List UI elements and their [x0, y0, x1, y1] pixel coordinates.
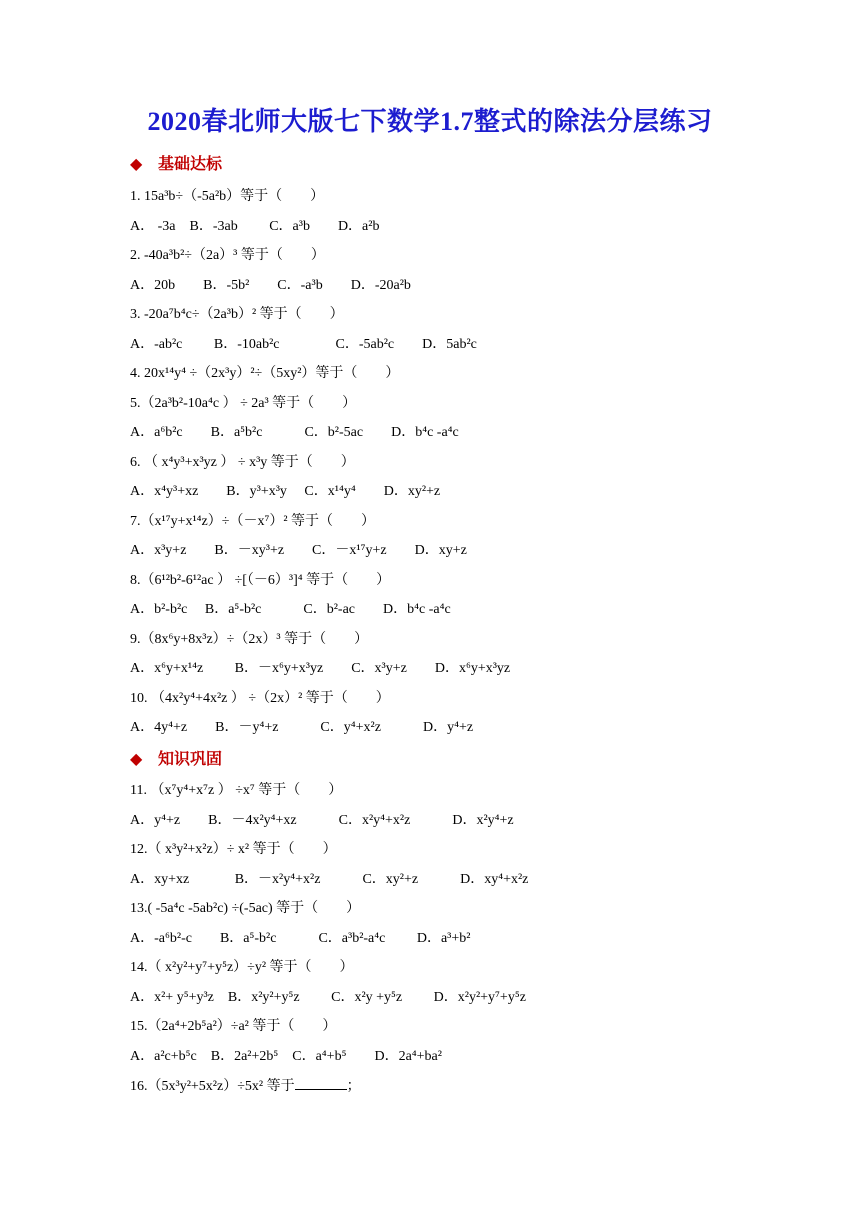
section-heading-consolidate — [130, 748, 222, 772]
options-2: A．20b B．-5b² C．-a³b D．-20a²b — [130, 278, 411, 293]
question-8: 8.（6¹²b²-6¹²ac ） ÷[（－6）³]⁴ 等于（ ） — [130, 573, 391, 588]
diamond-bullet-icon: ◆ — [130, 156, 143, 173]
options-1: A． -3a B．-3ab C．a³b D．a²b — [130, 219, 380, 234]
question-1: 1. 15a³b÷（-5a²b）等于（ ） — [130, 189, 325, 204]
question-14: 14.（ x²y²+y⁷+y⁵z）÷y² 等于（ ） — [130, 960, 354, 975]
question-7: 7.（x¹⁷y+x¹⁴z）÷（－x⁷）² 等于（ ） — [130, 514, 376, 529]
section-title: 基础达标 — [158, 156, 223, 173]
question-13: 13.( -5a⁴c -5ab²c) ÷(-5ac) 等于（ ） — [130, 901, 361, 916]
options-14: A．x²+ y⁵+y³z B．x²y²+y⁵z C．x²y +y⁵z D．x²y²+y⁷+y⁵z — [130, 990, 526, 1005]
options-12: A．xy+xz B．－x²y⁴+x²z C．xy²+z D．xy⁴+x²z — [130, 872, 529, 887]
options-7: A．x³y+z B．－xy³+z C．－x¹⁷y+z D．xy+z — [130, 543, 467, 558]
question-10: 10. （4x²y⁴+4x²z ） ÷（2x）² 等于（ ） — [130, 691, 390, 706]
options-10: A．4y⁴+z B．－y⁴+z C．y⁴+x²z D．y⁴+z — [130, 720, 474, 735]
question-12: 12.（ x³y²+x²z）÷ x² 等于（ ） — [130, 842, 337, 857]
options-13: A．-a⁶b²-c B．a⁵-b²c C．a³b²-a⁴c D．a³+b² — [130, 931, 471, 946]
options-8: A．b²-b²c B．a⁵-b²c C．b²-ac D．b⁴c -a⁴c — [130, 602, 451, 617]
question-15: 15.（2a⁴+2b⁵a²）÷a² 等于（ ） — [130, 1019, 337, 1034]
options-11: A．y⁴+z B．－4x²y⁴+xz C．x²y⁴+x²z D．x²y⁴+z — [130, 813, 514, 828]
question-4: 4. 20x¹⁴y⁴ ÷（2x³y）²÷（5xy²）等于（ ） — [130, 366, 400, 381]
question-16-end: ； — [346, 1079, 361, 1094]
question-11: 11. （x⁷y⁴+x⁷z ） ÷x⁷ 等于（ ） — [130, 783, 343, 798]
question-5: 5.（2a³b²-10a⁴c ） ÷ 2a³ 等于（ ） — [130, 396, 357, 411]
question-9: 9.（8x⁶y+8x³z）÷（2x）³ 等于（ ） — [130, 632, 369, 647]
section-title: 知识巩固 — [158, 751, 223, 768]
question-2: 2. -40a³b²÷（2a）³ 等于（ ） — [130, 248, 325, 263]
options-3: A．-ab²c B．-10ab²c C．-5ab²c D．5ab²c — [130, 337, 477, 352]
answer-blank[interactable] — [295, 1075, 347, 1090]
question-16-text: 16.（5x³y²+5x²z）÷5x² 等于 — [130, 1079, 295, 1094]
options-15: A．a²c+b⁵c B．2a²+2b⁵ C．a⁴+b⁵ D．2a⁴+ba² — [130, 1049, 442, 1064]
options-6: A．x⁴y³+xz B．y³+x³y C．x¹⁴y⁴ D．xy²+z — [130, 484, 441, 499]
options-9: A．x⁶y+x¹⁴z B．－x⁶y+x³yz C．x³y+z D．x⁶y+x³yz — [130, 661, 511, 676]
question-6: 6. （ x⁴y³+x³yz ） ÷ x³y 等于（ ） — [130, 455, 355, 470]
question-3: 3. -20a⁷b⁴c÷（2a³b）² 等于（ ） — [130, 307, 344, 322]
diamond-bullet-icon: ◆ — [130, 751, 143, 768]
section-heading-basic — [130, 153, 222, 177]
question-16 — [130, 1075, 361, 1097]
options-5: A．a⁶b²c B．a⁵b²c C．b²-5ac D．b⁴c -a⁴c — [130, 425, 459, 440]
page-title: 2020春北师大版七下数学1.7整式的除法分层练习 — [147, 107, 713, 136]
